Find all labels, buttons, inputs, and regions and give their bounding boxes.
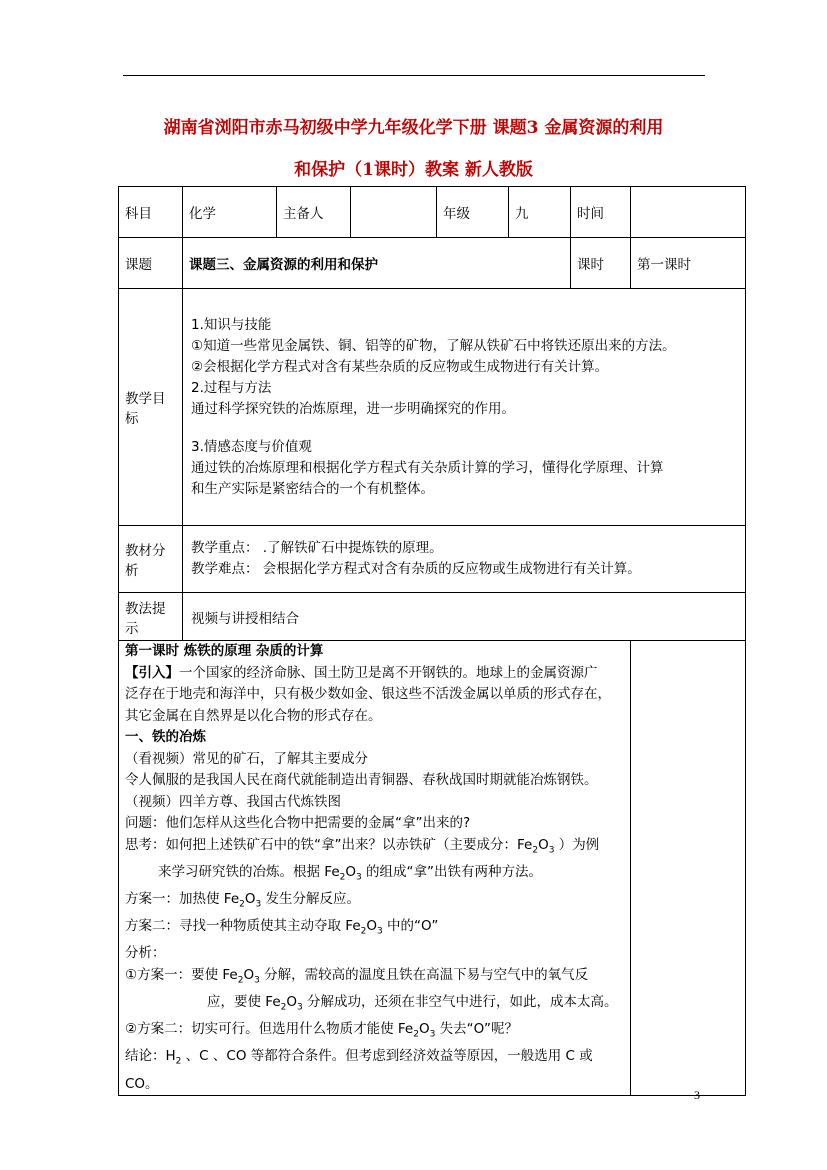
question-line: 问题：他们怎样从这些化合物中把需要的金属“拿”出来的? bbox=[125, 815, 471, 831]
goal-line: 通过科学探究铁的冶炼原理，进一步明确探究的作用。 bbox=[191, 400, 515, 417]
lead-label: 主备人 bbox=[277, 187, 351, 238]
lesson-plan-table bbox=[118, 186, 746, 1096]
analysis-line: ①方案一：要使 $Fe_2O_3$ 分解，需较高的温度且铁在高温下易与空气中的氧气反 bbox=[125, 966, 589, 986]
goals-label: 教学目标 bbox=[119, 289, 183, 526]
goal-line: 1.知识与技能 bbox=[191, 316, 272, 333]
key-point: 教学重点： .了解铁矿石中提炼铁的原理。 bbox=[191, 540, 443, 556]
goal-line: ②会根据化学方程式对含有某些杂质的反应物或生成物进行有关计算。 bbox=[191, 358, 609, 375]
method-value: 视频与讲授相结合 bbox=[183, 593, 746, 641]
subject-value: 化学 bbox=[183, 187, 277, 238]
goal-line: ①知道一些常见金属铁、铜、铝等的矿物，了解从铁矿石中将铁还原出来的方法。 bbox=[191, 337, 676, 354]
analysis-heading: 分析： bbox=[125, 945, 166, 962]
grade-label: 年级 bbox=[437, 187, 509, 238]
analysis-row bbox=[119, 526, 746, 593]
lead-value bbox=[351, 187, 437, 238]
subject-label: 科目 bbox=[119, 187, 183, 238]
goal-line: 3.情感态度与价值观 bbox=[191, 438, 312, 455]
intro-text: 一个国家的经济命脉、国土防卫是离不开钢铁的。地球上的金属资源广 bbox=[179, 664, 598, 681]
lesson-row bbox=[119, 641, 746, 1096]
document-title-line2: 和保护（1课时）教案 新人教版 bbox=[294, 160, 533, 180]
goals-content bbox=[183, 289, 746, 526]
plan-line: 方案一：加热使 $Fe_2O_3$ 发生分解反应。 bbox=[125, 890, 361, 910]
lesson-heading: 第一课时 炼铁的原理 杂质的计算 bbox=[125, 643, 324, 659]
plan-line: 方案二：寻找一种物质使其主动夺取 $Fe_2O_3$ 中的“O” bbox=[125, 918, 439, 937]
analysis-label: 教材分析 bbox=[119, 526, 183, 593]
think-line: 来学习研究铁的冶炼。根据 $Fe_2O_3$ 的组成“拿”出铁有两种方法。 bbox=[158, 863, 543, 883]
lesson-line: 令人佩服的是我国人民在商代就能制造出青铜器、春秋战国时期就能冶炼钢铁。 bbox=[125, 772, 598, 788]
page-number: 3 bbox=[694, 1088, 700, 1102]
header-rule bbox=[123, 75, 705, 76]
analysis-line: 应，要使 $Fe_2O_3$ 分解成功，还须在非空气中进行，如此，成本太高。 bbox=[207, 993, 618, 1013]
intro-line: 泛存在于地壳和海洋中，只有极少数如金、银这些不活泼金属以单质的形式存在， bbox=[125, 686, 611, 702]
intro-tag: 【引入】 bbox=[125, 664, 179, 681]
conclusion-line: 结论：$H_2$ 、C 、CO 等都符合条件。但考虑到经济效益等原因，一般选用 C 或 bbox=[125, 1048, 593, 1067]
period-label: 课时 bbox=[571, 238, 631, 289]
goals-row bbox=[119, 289, 746, 526]
document-title-line1: 湖南省浏阳市赤马初级中学九年级化学下册 课题3 金属资源的利用 bbox=[163, 118, 664, 138]
intro-line: 其它金属在自然界是以化合物的形式存在。 bbox=[125, 707, 382, 724]
topic-label: 课题 bbox=[119, 238, 183, 289]
lesson-content bbox=[119, 641, 631, 1096]
lesson-line: （视频）四羊方尊、我国古代炼铁图 bbox=[125, 793, 341, 810]
lesson-line: （看视频）常见的矿石，了解其主要成分 bbox=[125, 750, 368, 767]
notes-column bbox=[631, 641, 746, 1096]
spacer bbox=[191, 420, 741, 437]
analysis-content bbox=[183, 526, 746, 593]
topic-value: 课题三、金属资源的利用和保护 bbox=[183, 238, 571, 289]
conclusion-line: CO。 bbox=[125, 1075, 159, 1092]
method-row bbox=[119, 593, 746, 641]
grade-value: 九 bbox=[509, 187, 571, 238]
section-heading: 一、铁的冶炼 bbox=[125, 729, 206, 745]
intro-line bbox=[125, 663, 624, 685]
method-label: 教法提示 bbox=[119, 593, 183, 641]
topic-row bbox=[119, 238, 746, 289]
difficult-point: 教学难点： 会根据化学方程式对含有杂质的反应物或生成物进行有关计算。 bbox=[191, 561, 641, 577]
goal-line: 和生产实际是紧密结合的一个有机整体。 bbox=[191, 480, 434, 497]
info-row bbox=[119, 187, 746, 238]
goal-line: 2.过程与方法 bbox=[191, 379, 272, 396]
think-line: 思考：如何把上述铁矿石中的铁“拿”出来？以赤铁矿（主要成分：$Fe_2O_3$ ）为例 bbox=[125, 836, 600, 856]
analysis-line: ②方案二：切实可行。但选用什么物质才能使 $Fe_2O_3$ 失去“O”呢？ bbox=[125, 1021, 519, 1040]
goal-line: 通过铁的冶炼原理和根据化学方程式有关杂质计算的学习，懂得化学原理、计算 bbox=[191, 459, 664, 476]
time-label: 时间 bbox=[571, 187, 631, 238]
period-value: 第一课时 bbox=[631, 238, 746, 289]
time-value bbox=[631, 187, 746, 238]
